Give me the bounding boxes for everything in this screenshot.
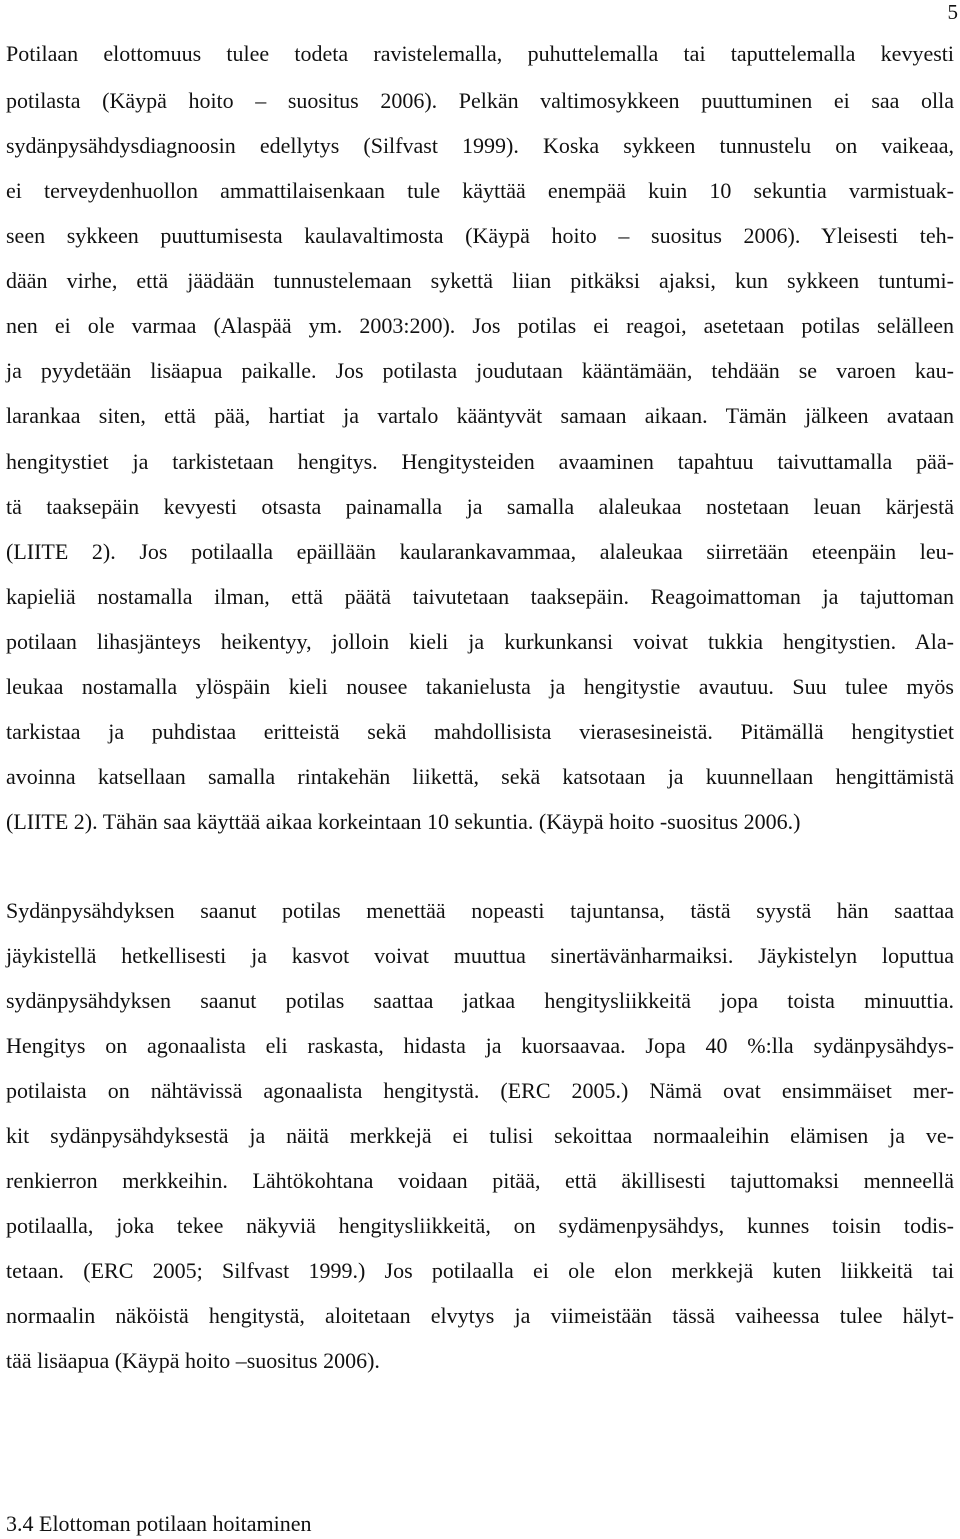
text-line: tarkistaa ja puhdistaa eritteistä sekä mahdollisista vierasesineistä. Pitämällä hengitystiet (6, 719, 954, 744)
text-line: ja pyydetään lisäapua paikalle. Jos potilasta joudutaan kääntämään, tehdään se varoen kau- (6, 358, 954, 383)
text-line: larankaa siten, että pää, hartiat ja vartalo kääntyvät samaan aikaan. Tämän jälkeen avataan (6, 403, 954, 428)
text-line: tetaan. (ERC 2005; Silfvast 1999.) Jos potilaalla ei ole elon merkkejä kuten liikkeitä tai (6, 1258, 954, 1283)
text-line: potilaista on nähtävissä agonaalista hengitystä. (ERC 2005.) Nämä ovat ensimmäiset mer- (6, 1078, 954, 1103)
text-line: normaalin näköistä hengitystä, aloitetaan elvytys ja viimeistään tässä vaiheessa tulee hälyt- (6, 1303, 954, 1328)
text-line: potilasta (Käypä hoito – suositus 2006). Pelkän valtimosykkeen puuttuminen ei saa olla (6, 88, 954, 113)
text-line: kapieliä nostamalla ilman, että päätä taivutetaan taaksepäin. Reagoimattoman ja tajuttoman (6, 584, 954, 609)
text-line: Sydänpysähdyksen saanut potilas menettää nopeasti tajuntansa, tästä syystä hän saattaa (6, 898, 954, 923)
text-line: avoinna katsellaan samalla rintakehän liikettä, sekä katsotaan ja kuunnellaan hengittämistä (6, 764, 954, 789)
text-line: sydänpysähdysdiagnoosin edellytys (Silfvast 1999). Koska sykkeen tunnustelu on vaikeaa, (6, 133, 954, 158)
text-line: potilaan lihasjänteys heikentyy, jolloin kieli ja kurkunkansi voivat tukkia hengitystien. Ala- (6, 629, 954, 654)
text-line: potilaalla, joka tekee näkyviä hengitysliikkeitä, on sydämenpysähdys, kunnes toisin todis- (6, 1213, 954, 1238)
text-line: renkierron merkkeihin. Lähtökohtana voidaan pitää, että äkillisesti tajuttomaksi menneellä (6, 1168, 954, 1193)
text-line: seen sykkeen puuttumisesta kaulavaltimosta (Käypä hoito – suositus 2006). Yleisesti teh- (6, 223, 954, 248)
text-line: tää lisäapua (Käypä hoito –suositus 2006). (6, 1348, 380, 1373)
section-heading: 3.4 Elottoman potilaan hoitaminen (6, 1511, 312, 1536)
page-number: 5 (947, 0, 958, 24)
text-line: kit sydänpysähdyksestä ja näitä merkkejä ei tulisi sekoittaa normaaleihin elämisen ja ve- (6, 1123, 954, 1148)
text-line: leukaa nostamalla ylöspäin kieli nousee takanielusta ja hengitystie avautuu. Suu tulee myös (6, 674, 954, 699)
text-line: sydänpysähdyksen saanut potilas saattaa jatkaa hengitysliikkeitä jopa toista minuuttia. (6, 988, 954, 1013)
text-line: dään virhe, että jäädään tunnustelemaan sykettä liian pitkäksi ajaksi, kun sykkeen tuntumi- (6, 268, 954, 293)
text-line: (LIITE 2). Tähän saa käyttää aikaa korkeintaan 10 sekuntia. (Käypä hoito -suositus 2006.) (6, 809, 801, 834)
text-line: nen ei ole varmaa (Alaspää ym. 2003:200). Jos potilas ei reagoi, asetetaan potilas selälleen (6, 313, 954, 338)
text-line: Potilaan elottomuus tulee todeta ravistelemalla, puhuttelemalla tai taputtelemalla kevyesti (6, 41, 954, 66)
text-line: jäykistellä hetkellisesti ja kasvot voivat muuttua sinertävänharmaiksi. Jäykistelyn loputtua (6, 943, 954, 968)
text-line: hengitystiet ja tarkistetaan hengitys. Hengitysteiden avaaminen tapahtuu taivuttamalla pää- (6, 449, 954, 474)
text-line: (LIITE 2). Jos potilaalla epäillään kaularankavammaa, alaleukaa siirretään eteenpäin leu- (6, 539, 954, 564)
text-line: ei terveydenhuollon ammattilaisenkaan tule käyttää enempää kuin 10 sekuntia varmistuak- (6, 178, 954, 203)
text-line: Hengitys on agonaalista eli raskasta, hidasta ja kuorsaavaa. Jopa 40 %:lla sydänpysähdys- (6, 1033, 954, 1058)
text-line: tä taaksepäin kevyesti otsasta painamalla ja samalla alaleukaa nostetaan leuan kärjestä (6, 494, 954, 519)
